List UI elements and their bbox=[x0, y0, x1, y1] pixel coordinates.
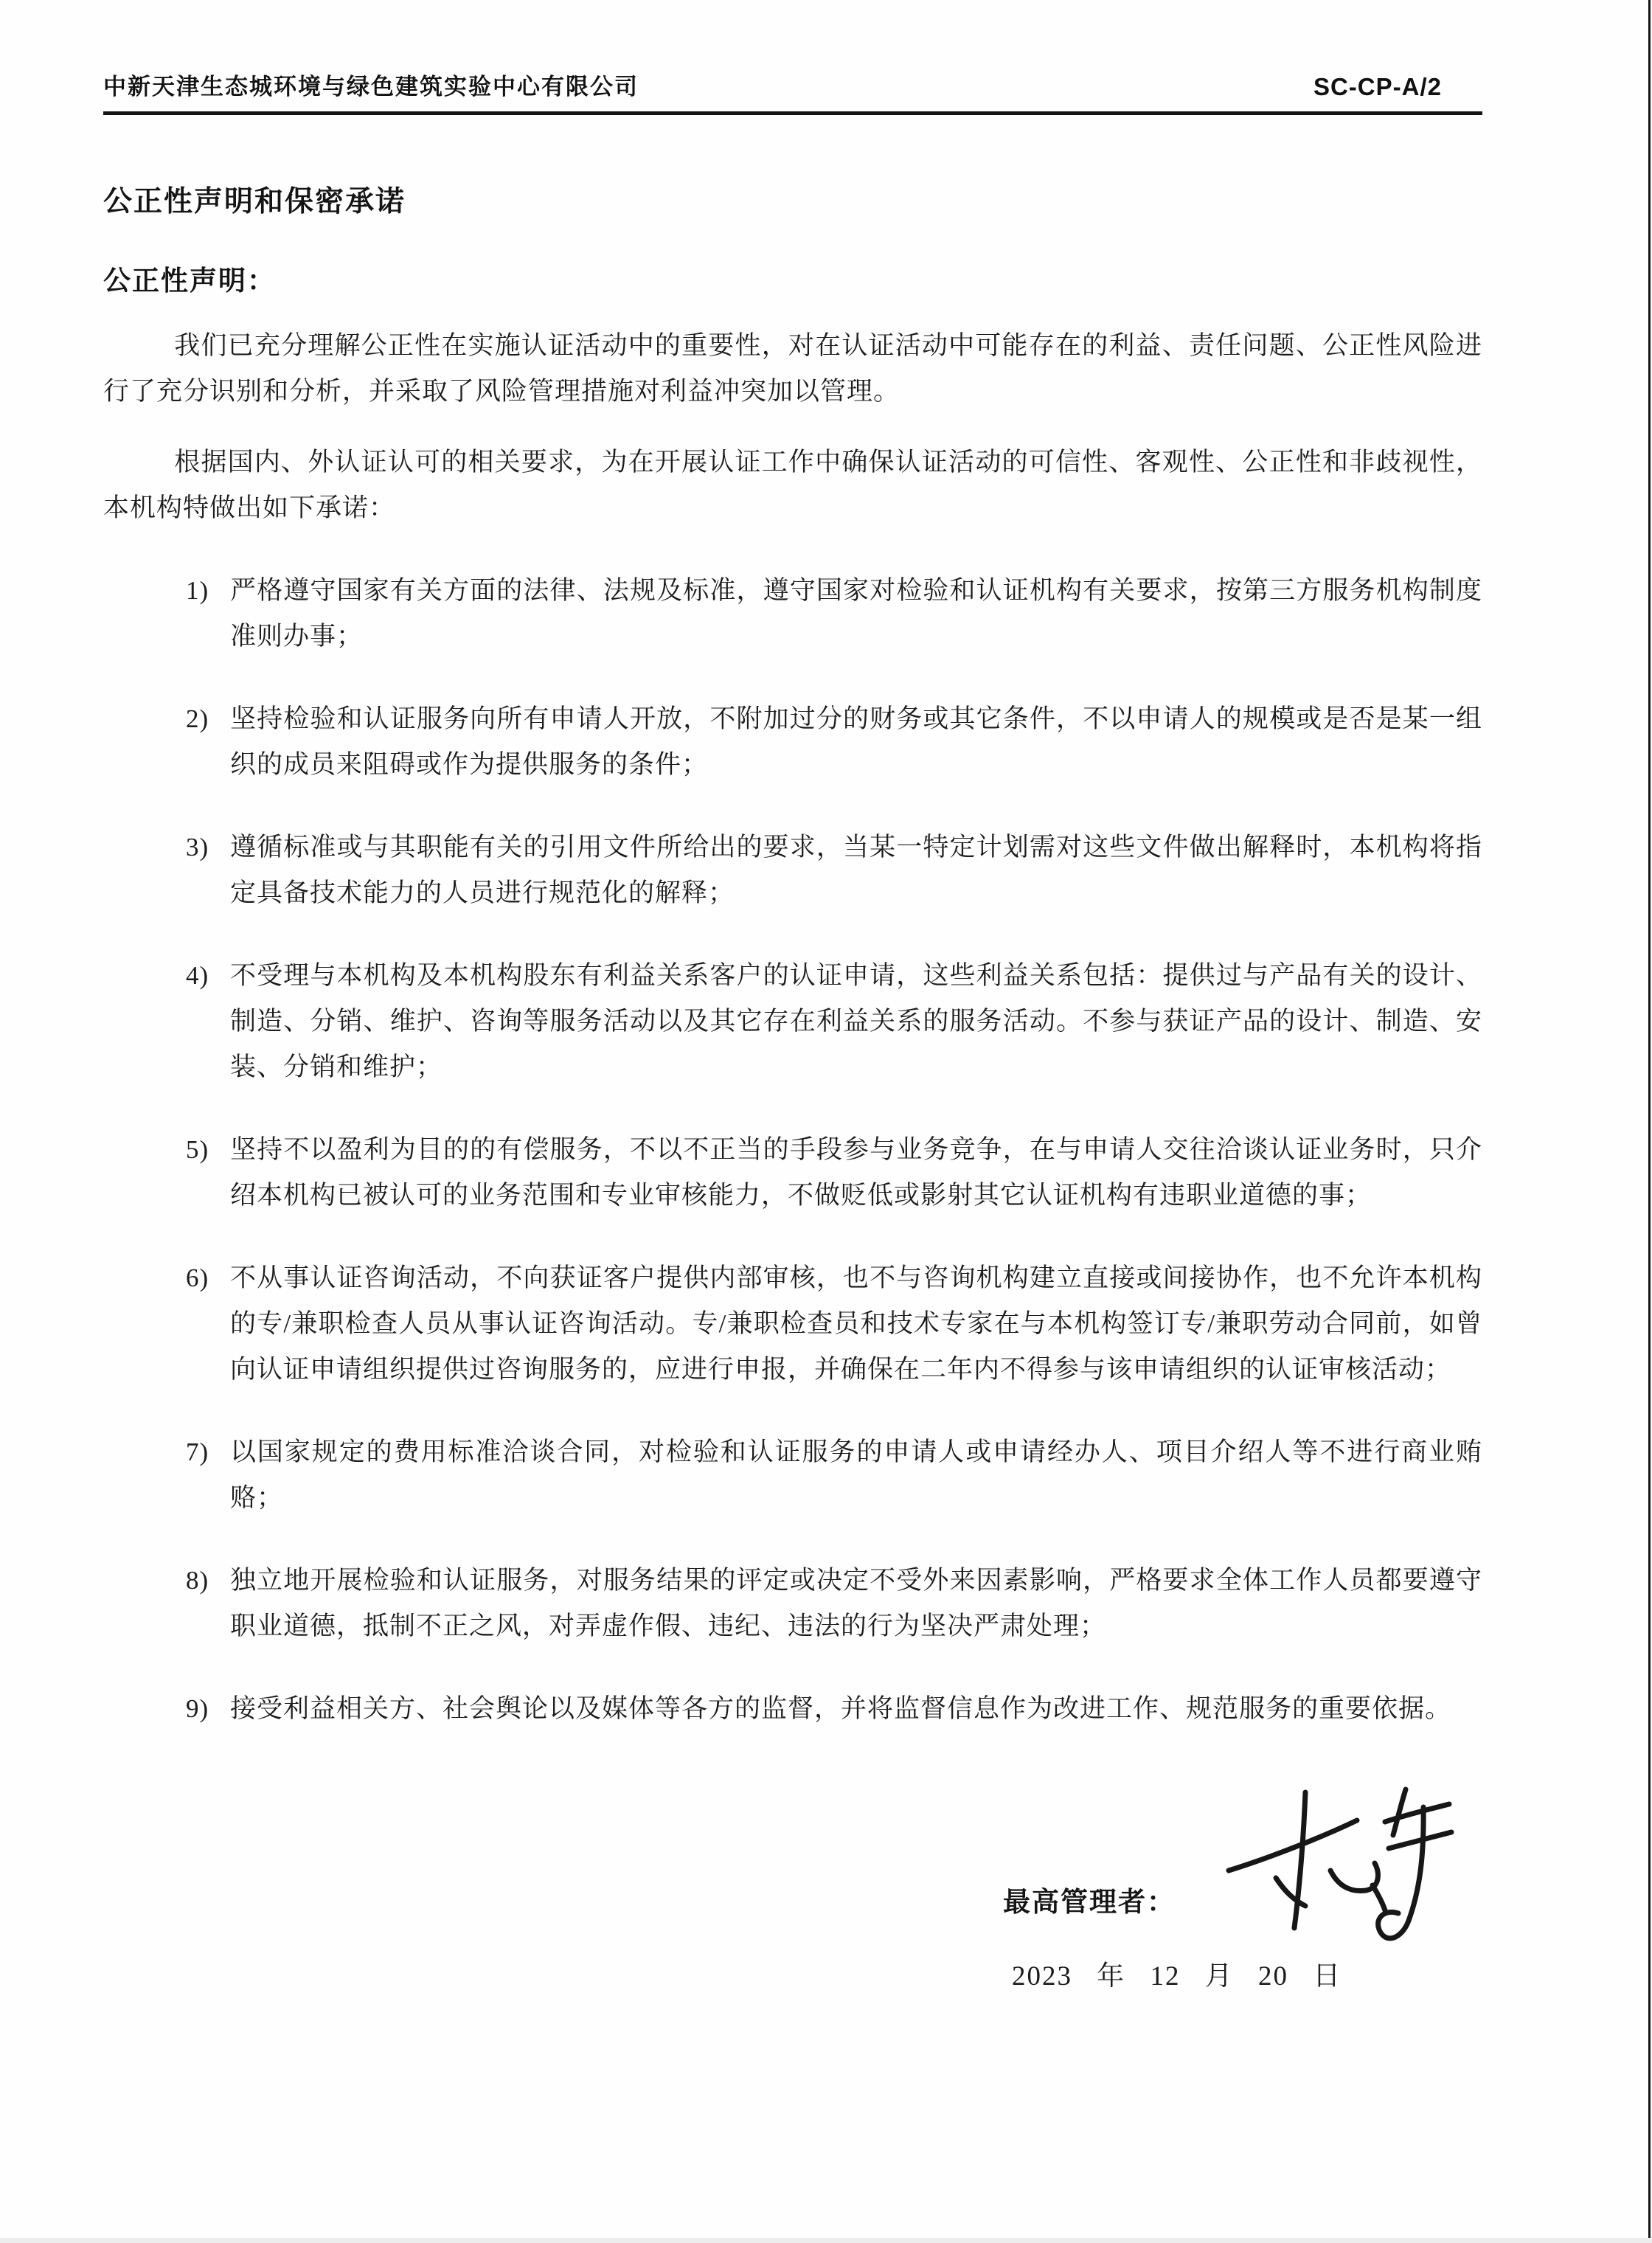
scan-edge-artifact-bottom bbox=[0, 2238, 1652, 2243]
commitment-number: 9) bbox=[186, 1694, 209, 1723]
commitment-text: 坚持不以盈利为目的的有偿服务，不以不正当的手段参与业务竞争，在与申请人交往洽谈认证业务时，只介绍本机构已被认可的业务范围和专业审核能力，不做贬低或影射其它认证机构有违职业道德的事； bbox=[230, 1135, 1482, 1210]
commitment-text: 坚持检验和认证服务向所有申请人开放，不附加过分的财务或其它条件，不以申请人的规模或是否是某一组织的成员来阻碍或作为提供服务的条件； bbox=[230, 704, 1482, 779]
commitment-number: 3) bbox=[186, 833, 209, 862]
commitment-text: 遵循标准或与其职能有关的引用文件所给出的要求，当某一特定计划需对这些文件做出解释时，本机构将指定具备技术能力的人员进行规范化的解释； bbox=[230, 833, 1482, 907]
commitment-item bbox=[103, 696, 1482, 788]
commitment-text: 以国家规定的费用标准洽谈合同，对检验和认证服务的申请人或申请经办人、项目介绍人等不进行商业贿赂； bbox=[230, 1438, 1482, 1512]
commitment-text: 接受利益相关方、社会舆论以及媒体等各方的监督，并将监督信息作为改进工作、规范服务的重要依据。 bbox=[230, 1694, 1452, 1723]
scan-edge-artifact bbox=[1648, 0, 1651, 2243]
commitment-number: 2) bbox=[186, 704, 209, 733]
commitment-item bbox=[103, 953, 1482, 1090]
commitment-text: 独立地开展检验和认证服务，对服务结果的评定或决定不受外来因素影响，严格要求全体工作人员都要遵守职业道德，抵制不正之风，对弄虚作假、违纪、违法的行为坚决严肃处理； bbox=[230, 1566, 1482, 1640]
commitment-number: 8) bbox=[186, 1566, 209, 1595]
commitment-item bbox=[103, 1429, 1482, 1521]
section-heading: 公正性声明： bbox=[103, 266, 276, 296]
commitment-number: 6) bbox=[186, 1263, 209, 1292]
commitment-item bbox=[103, 1686, 1482, 1732]
commitment-text: 不从事认证咨询活动，不向获证客户提供内部审核，也不与咨询机构建立直接或间接协作，也不允许本机构的专/兼职检查人员从事认证咨询活动。专/兼职检查员和技术专家在与本机构签订专/兼职劳动合同前，如曾向认证申请组织提供过咨询服务的，应进行申报，并确保在二年内不得参与该申请组织的认证审核活动； bbox=[230, 1263, 1482, 1384]
commitment-text: 严格遵守国家有关方面的法律、法规及标准，遵守国家对检验和认证机构有关要求，按第三方服务机构制度准则办事； bbox=[230, 576, 1482, 651]
commitment-text: 不受理与本机构及本机构股东有利益关系客户的认证申请，这些利益关系包括：提供过与产品有关的设计、制造、分销、维护、咨询等服务活动以及其它存在利益关系的服务活动。不参与获证产品的设计、制造、安装、分销和维护； bbox=[230, 961, 1482, 1081]
commitment-item bbox=[103, 1558, 1482, 1649]
commitment-number: 1) bbox=[186, 576, 209, 605]
document-code: SC-CP-A/2 bbox=[1313, 73, 1442, 100]
document-title: 公正性声明和保密承诺 bbox=[103, 186, 406, 218]
commitment-list bbox=[103, 568, 1482, 1732]
commitment-number: 7) bbox=[186, 1438, 209, 1466]
commitment-number: 5) bbox=[186, 1135, 209, 1164]
commitment-item bbox=[103, 825, 1482, 916]
signature-label: 最高管理者： bbox=[1003, 1887, 1176, 1917]
intro-paragraph-2: 根据国内、外认证认可的相关要求，为在开展认证工作中确保认证活动的可信性、客观性、公正性和非歧视性，本机构特做出如下承诺： bbox=[103, 448, 1482, 522]
commitment-item bbox=[103, 568, 1482, 659]
document-content bbox=[103, 0, 1482, 1732]
commitment-item bbox=[103, 1255, 1482, 1393]
page-header bbox=[103, 0, 1482, 115]
signature-date: 2023 年 12 月 20 日 bbox=[1012, 1961, 1342, 1991]
commitment-number: 4) bbox=[186, 961, 209, 990]
intro-paragraph-1: 我们已充分理解公正性在实施认证活动中的重要性，对在认证活动中可能存在的利益、责任问题、公正性风险进行了充分识别和分析，并采取了风险管理措施对利益冲突加以管理。 bbox=[103, 331, 1482, 406]
commitment-item bbox=[103, 1127, 1482, 1218]
company-name: 中新天津生态城环境与绿色建筑实验中心有限公司 bbox=[103, 74, 639, 100]
signature-handwriting bbox=[1215, 1776, 1466, 1968]
signature-row bbox=[1003, 1879, 1176, 1919]
